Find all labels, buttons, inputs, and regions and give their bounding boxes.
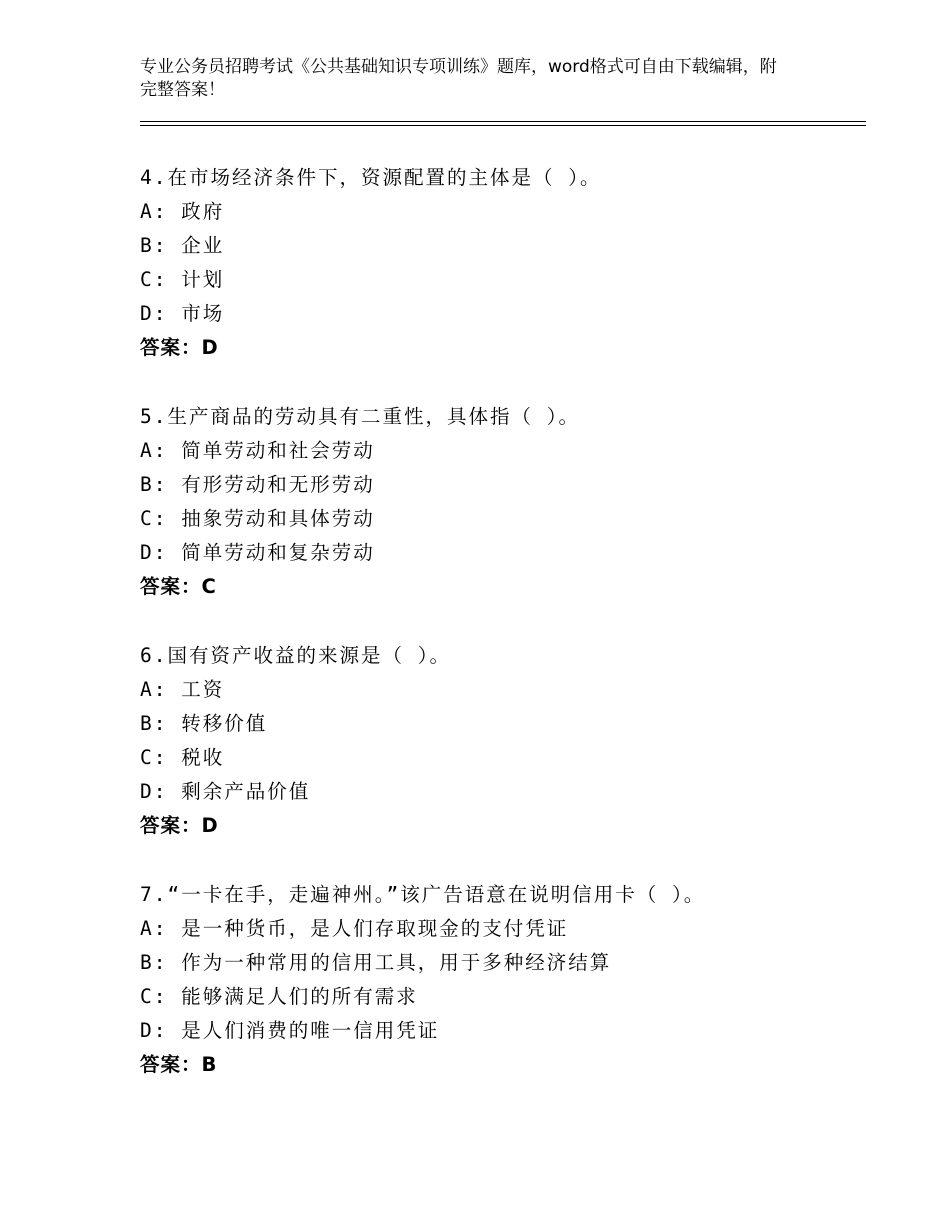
answer-label: 答案：D bbox=[140, 336, 219, 359]
option-c: C: 能够满足人们的所有需求 bbox=[140, 985, 418, 1008]
header-divider bbox=[140, 121, 866, 126]
question-stem: 7.“一卡在手，走遍神州。”该广告语意在说明信用卡（ ）。 bbox=[140, 883, 706, 906]
question-5 bbox=[140, 400, 840, 604]
question-stem: 6.国有资产收益的来源是（ ）。 bbox=[140, 644, 451, 667]
option-b: B: 转移价值 bbox=[140, 712, 268, 735]
question-6 bbox=[140, 639, 840, 843]
option-d: D: 简单劳动和复杂劳动 bbox=[140, 541, 375, 564]
option-b: B: 企业 bbox=[140, 234, 225, 257]
option-d: D: 市场 bbox=[140, 302, 225, 325]
option-a: A: 工资 bbox=[140, 678, 225, 701]
option-b: B: 作为一种常用的信用工具，用于多种经济结算 bbox=[140, 951, 612, 974]
option-c: C: 计划 bbox=[140, 268, 225, 291]
option-a: A: 是一种货币，是人们存取现金的支付凭证 bbox=[140, 917, 569, 940]
question-4 bbox=[140, 161, 840, 365]
question-stem: 4.在市场经济条件下，资源配置的主体是（ ）。 bbox=[140, 166, 602, 189]
option-a: A: 政府 bbox=[140, 200, 225, 223]
question-7 bbox=[140, 878, 840, 1082]
option-d: D: 剩余产品价值 bbox=[140, 780, 311, 803]
document-header bbox=[140, 56, 790, 102]
header-text: 专业公务员招聘考试《公共基础知识专项训练》题库，word格式可自由下载编辑，附完整答案！ bbox=[140, 57, 777, 100]
answer-label: 答案：B bbox=[140, 1053, 218, 1076]
option-c: C: 抽象劳动和具体劳动 bbox=[140, 507, 375, 530]
option-c: C: 税收 bbox=[140, 746, 225, 769]
answer-label: 答案：D bbox=[140, 814, 219, 837]
option-a: A: 简单劳动和社会劳动 bbox=[140, 439, 375, 462]
option-d: D: 是人们消费的唯一信用凭证 bbox=[140, 1019, 440, 1042]
question-stem: 5.生产商品的劳动具有二重性，具体指（ ）。 bbox=[140, 405, 580, 428]
option-b: B: 有形劳动和无形劳动 bbox=[140, 473, 375, 496]
answer-label: 答案：C bbox=[140, 575, 217, 598]
